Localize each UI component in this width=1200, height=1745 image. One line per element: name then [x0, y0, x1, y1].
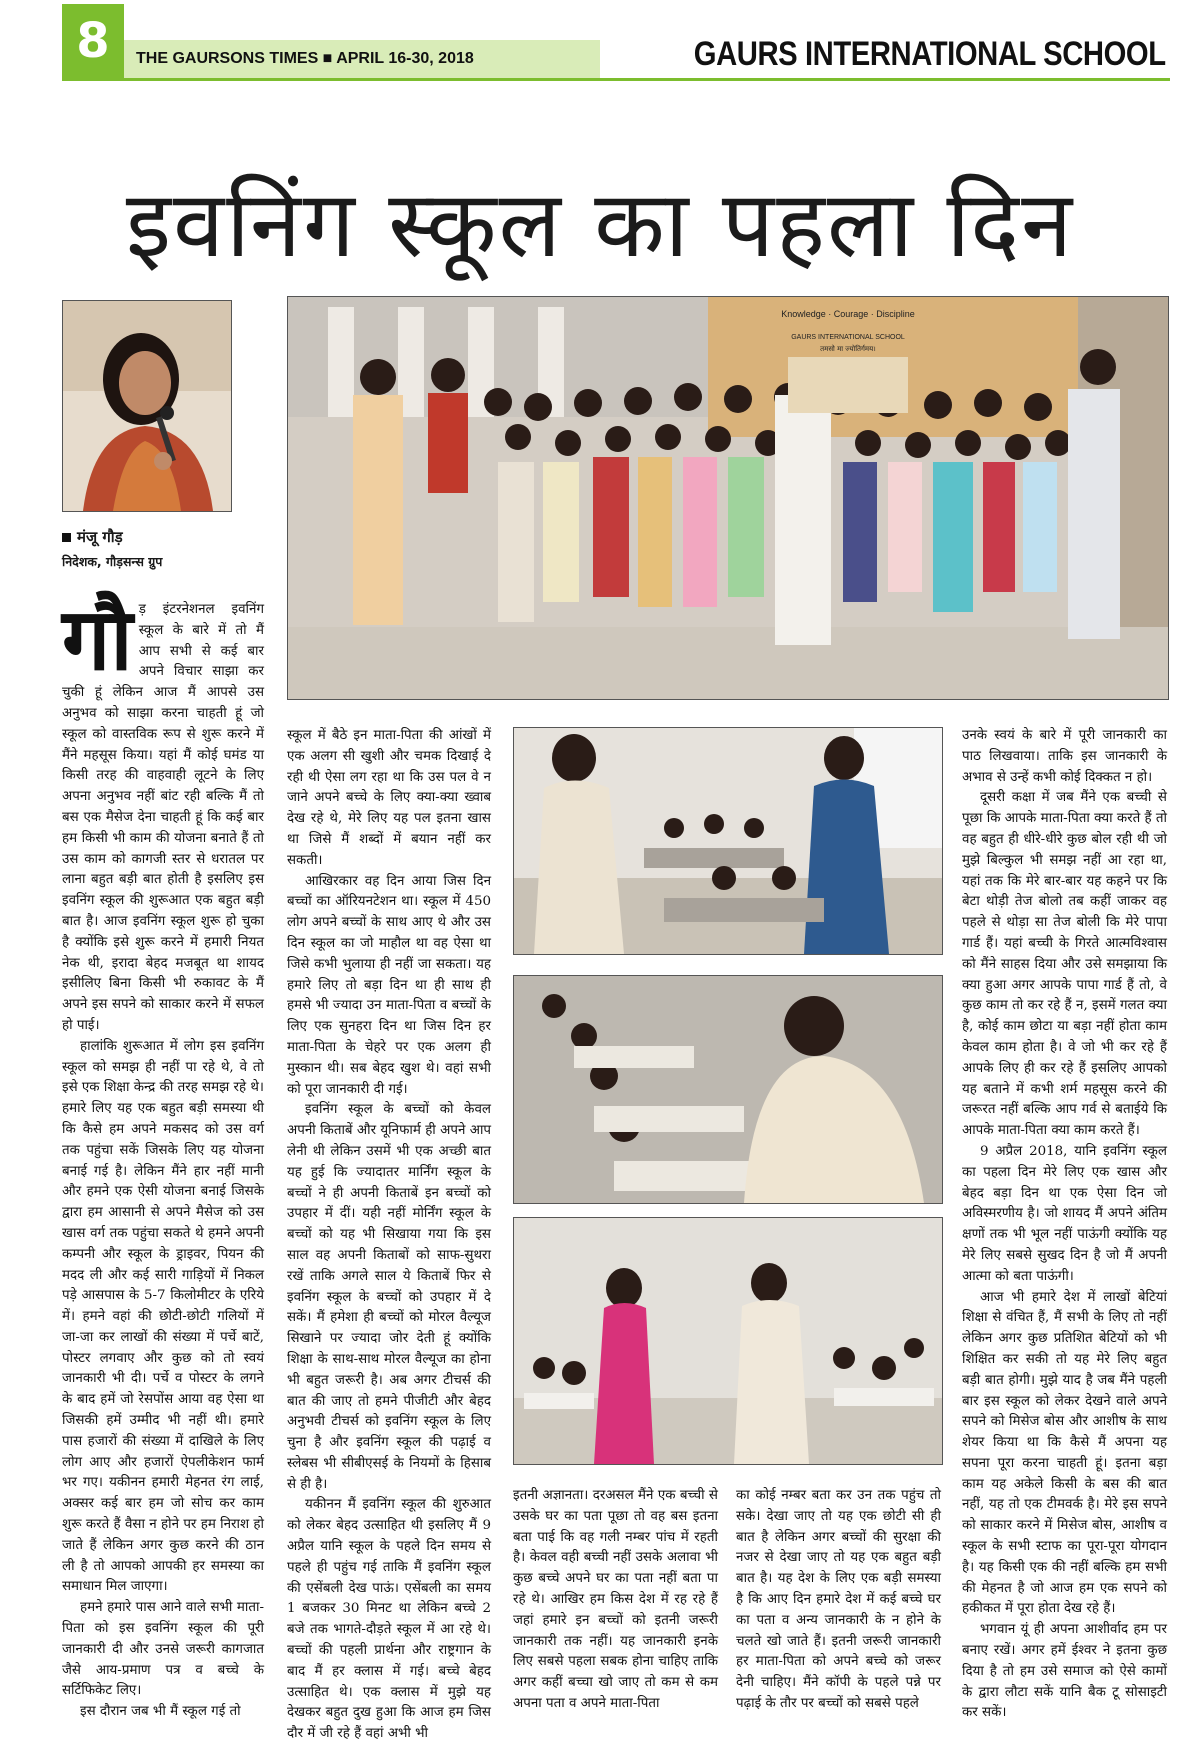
author-name — [62, 527, 123, 547]
author-name-text: मंजू गौड़ — [77, 528, 123, 546]
group-photo-image — [288, 297, 1168, 699]
drop-cap: गौ — [62, 589, 133, 690]
classroom-photo-2 — [513, 975, 943, 1204]
col2-paragraph-2: आखिरकार वह दिन आया जिस दिन बच्चों का ऑरियनटेशन था। स्कूल में 450 लोग अपने बच्चों के साथ आए थे और उस दिन स्कूल का जो माहौल था वह ऐसा था जिसे कभी भुलाया ही नहीं जा सकता। यह हमारे लिए तो बड़ा दिन था ही साथ ही हमसे भी ज्यादा उन माता-पिता व बच्चों के लिए एक सुनहरा दिन था जिस दिन हर माता-पिता के चेहरे पर एक अलग ही मुस्कान थी। सब बेहद खुश थे। वहां सभी को पूरा जानकारी दी गई। — [287, 873, 491, 1097]
article-column-3 — [513, 1486, 718, 1718]
author-title: निदेशक, गौड़सन्स ग्रुप — [62, 554, 163, 569]
col1-paragraph-4: इस दौरान जब भी मैं स्कूल गई तो — [80, 1704, 241, 1720]
article-column-2 — [287, 726, 491, 1742]
portrait-image — [63, 301, 231, 511]
classroom-photo-3 — [513, 1217, 943, 1465]
col1-paragraph-2: हालांकि शुरूआत में लोग इस इवनिंग स्कूल को समझ ही नहीं पा रहे थे, वे तो इसे एक शिक्षा केन्द्र की तरह समझ रहे थे। हमारे लिए यह एक बहुत बड़ी समस्या थी कि कैसे हम अपने मकसद को उस वर्ग तक पहुंचा सकें जिसके लिए यह योजना बनाई गई है। लेकिन मैंने हार नहीं मानी और हमने एक ऐसी योजना बनाई जिसके द्वारा हम आसानी से अपने मैसेज को उस खास वर्ग तक पहुंचा सकते थे हमने अपनी कम्पनी और स्कूल के ड्राइवर, पियन की मदद ली और कई सारी गाड़ियों में निकल पड़े आसपास के 5-7 किलोमीटर के एरिये में। हमने वहां की छोटी-छोटी गलियों में जा-जा कर लाखों की संख्या में पर्चे बाटें, पोस्टर लगवाए और कुछ को तो स्वयं जानकारी भी दी। पर्चे व पोस्टर के लगने के बाद हमें जो रेसपोंस आया वह ऐसा था जिसकी हमें उम्मीद भी नहीं थी। हमारे पास हजारों की संख्या में दाखिले के लिए लोग आए और हजारों ऐपलीकेशन फार्म भर गए। यकीनन हमारी मेहनत रंग लाई, अक्सर कई बार हम जो सोच कर काम शुरू करते हैं वैसा न होने पर हम निराश हो जाते हैं लेकिन अगर कुछ करने की ठान ली है तो आपको आपकी हर समस्या का समाधान मिल जाएगा। — [62, 1038, 264, 1595]
wall-school-name: GAURS INTERNATIONAL SCHOOL — [791, 334, 905, 341]
article-column-1 — [62, 589, 264, 1720]
classroom-photo-1-image — [514, 728, 942, 954]
col2-paragraph-1: स्कूल में बैठे इन माता-पिता की आंखों में एक अलग सी खुशी और चमक दिखाई दे रही थी ऐसा लग रहा था कि उस पल वे न जाने अपने बच्चे के लिए क्या-क्या ख्वाब देख रहे थे, मेरे लिए यह पल इतना खास था जिसे मैं शब्दों में बयान नहीं कर सकती। — [287, 728, 491, 868]
col5-paragraph-5: भगवान यूं ही अपना आशीर्वाद हम पर बनाए रखें। अगर हमें ईश्वर ने इतना कुछ दिया है तो हम उसे समाज को ऐसे कामों के द्वारा लौटा सकें यानि बैक टू सोसाइटी कर सकें। — [962, 1622, 1167, 1721]
running-title: THE GAURSONS TIMES ■ APRIL 16-30, 2018 — [124, 40, 600, 78]
col5-paragraph-1: उनके स्वयं के बारे में पूरी जानकारी का पाठ लिखवाया। ताकि इस जानकारी के अभाव से उन्हें कभी कोई दिक्कत न हो। — [962, 728, 1167, 785]
headline: इवनिंग स्कूल का पहला दिन — [125, 171, 1075, 278]
author-portrait — [62, 300, 232, 512]
wall-motto: Knowledge · Courage · Discipline — [781, 309, 915, 319]
header-rule — [62, 78, 1170, 81]
wall-tagline: तमसो मा ज्योतिर्गमय। — [820, 345, 876, 353]
col4-paragraph-1: का कोई नम्बर बता कर उन तक पहुंच तो सके। देखा जाए तो यह एक छोटी सी ही बात है लेकिन अगर बच्चों की सुरक्षा की नजर से देखा जाए तो यह एक बहुत बड़ी बात है। यह देश के लिए एक बड़ी समस्या है कि आए दिन हमारे देश में कई बच्चे घर का पता व अन्य जानकारी के न होने के चलते खो जाते हैं। इतनी जरूरी जानकारी हर माता-पिता को अपने बच्चे को जरूर देनी चाहिए। मैंने कॉपी के पहले पन्ने पर पढ़ाई के तौर पर बच्चों को सबसे पहले — [736, 1488, 941, 1711]
square-bullet-icon — [62, 533, 71, 542]
col1-paragraph-1: ड़ इंटरनेशनल इवनिंग स्कूल के बारे में तो मैं आप सभी से कई बार अपने विचार साझा कर चुकी हूं लेकिन आज मैं आपसे उस अनुभव को साझा करना चाहती हूं जो स्कूल को वास्तविक रूप से शुरू करने में मैंने महसूस किया। यहां मैं कोई घमंड या किसी तरह की वाहवाही लूटने के लिए अपना अनुभव नहीं बांट रही बल्कि मैं तो बस एक मैसेज देना चाहती हूं कि कई बार हम किसी भी काम की योजना बनाते हैं तो उस काम को कागजी स्तर से धरातल पर लाना बहुत बड़ी बात होती है इसलिए इस इवनिंग स्कूल की शुरूआत एक बहुत बड़ी बात है। आज इवनिंग स्कूल शुरू हो चुका है क्योंकि इसे शुरू करने में हमारी नियत नेक थी, इरादा बेहद मजबूत था शायद इसीलिए बिना किसी भी रुकावट के मैं अपने इस सपने को साकार करने में सफल हो पाई। — [62, 602, 264, 1033]
section-title: GAURS INTERNATIONAL SCHOOL — [694, 35, 1166, 73]
page-number: 8 — [62, 4, 124, 78]
col3-paragraph-1: इतनी अज्ञानता। दरअसल मैंने एक बच्ची से उसके घर का पता पूछा तो वह बस इतना बता पाई कि वह गली नम्बर पांच में रहती है। केवल वही बच्ची नहीं उसके अलावा भी कुछ बच्चे अपने घर का पता नहीं बता पा रहे थे। आखिर हम किस देश में रह रहे हैं जहां हमारे इन बच्चों को इतनी जरूरी जानकारी तक नहीं। यह जानकारी इनके लिए सबसे पहला सबक होना चाहिए ताकि अगर कहीं बच्चा खो जाए तो कम से कम अपना पता व अपने माता-पिता — [513, 1488, 718, 1711]
col2-paragraph-3: इवनिंग स्कूल के बच्चों को केवल अपनी किताबें और यूनिफार्म ही अपने आप लेनी थी लेकिन उसमें भी एक अच्छी बात यह हुई कि ज्यादातर मार्निंग स्कूल के बच्चों ने ही अपनी किताबें इन बच्चों को उपहार में दीं। यही नहीं मोर्निंग स्कूल के बच्चों को यह भी सिखाया गया कि इस साल वह अपनी किताबों को साफ-सुथरा रखें ताकि अगले साल ये किताबें फिर से इवनिंग स्कूल के बच्चों को उपहार में दे सकें। मैं हमेशा ही बच्चों को मोरल वैल्यूज सिखाने पर ज्यादा जोर देती हूं क्योंकि शिक्षा के साथ-साथ मोरल वैल्यूज का होना भी बहुत जरूरी है। अब अगर टीचर्स की बात की जाए तो हमने पीजीटी और बेहद अनुभवी टीचर्स को इवनिंग स्कूल के लिए चुना है और इवनिंग स्कूल की पढ़ाई व स्लेबस भी सीबीएसई के नियमों के हिसाब से ही है। — [287, 1102, 491, 1492]
classroom-photo-1 — [513, 727, 943, 955]
col5-paragraph-4: आज भी हमारे देश में लाखों बेटियां शिक्षा से वंचित हैं, मैं सभी के लिए तो नहीं लेकिन अगर कुछ प्रतिशित बेटियों को भी शिक्षित कर सकी तो यह मेरे लिए बहुत बड़ी बात होगी। मुझे याद है जब मैंने पहली बार इस स्कूल को लेकर देखने वाले अपने सपने को मिसेज बोस और आशीष के साथ शेयर किया था कि कैसे मैं अपना यह सपना पूरा करना चाहती हूं। इतना बड़ा काम यह अकेले किसी के बस की बात नहीं, यह तो एक टीमवर्क है। मेरे इस सपने को साकार करने में मिसेज बोस, आशीष व स्कूल के सभी स्टाफ का पूरा-पूरा योगदान है। यह किसी एक की नहीं बल्कि हम सभी की मेहनत है जो आज हम एक सपने को हकीकत में पूरा होता देख रहे हैं। — [962, 1289, 1167, 1617]
classroom-photo-3-image — [514, 1218, 942, 1464]
classroom-photo-2-image — [514, 976, 942, 1203]
col5-paragraph-3: 9 अप्रैल 2018, यानि इवनिंग स्कूल का पहला दिन मेरे लिए एक खास और बेहद बड़ा दिन था एक ऐसा दिन जो अविस्मरणीय है। जो शायद मैं अपने अंतिम क्षणों तक भी भूल नहीं पाऊंगी क्योंकि यह मेरे लिए सबसे सुखद दिन है जो मैं अपनी आत्मा को बता पाऊंगी। — [962, 1143, 1167, 1284]
article-column-5 — [962, 726, 1167, 1721]
col1-paragraph-3: हमने हमारे पास आने वाले सभी माता-पिता को इस इवनिंग स्कूल की पूरी जानकारी दी और उनसे जरूरी कागजात जैसे आय-प्रमाण पत्र व बच्चे के सर्टिफिकेट लिए। — [62, 1600, 264, 1699]
group-photo — [287, 296, 1169, 700]
article-column-4 — [736, 1486, 941, 1718]
col5-paragraph-2: दूसरी कक्षा में जब मैंने एक बच्ची से पूछा कि आपके माता-पिता क्या करते हैं तो वह बहुत ही धीरे-धीरे कुछ बोल रही थी जो मुझे बिल्कुल भी समझ नहीं आ रहा था, यहां तक कि मेरे बार-बार यह कहने पर कि बेटा थोड़ी तेज बोलो तब कहीं जाकर वह पहले से थोड़ा सा तेज बोली कि मेरे पापा गार्ड हैं। यहां बच्ची के गिरते आत्मविश्वास को मैंने साहस दिया और उसे समझाया कि क्या हुआ अगर आपके पापा गार्ड हैं तो, वे कुछ काम तो कर रहे हैं न, इसमें गलत क्या है, कोई काम छोटा या बड़ा नहीं होता काम केवल काम होता है। वे जो भी कर रहे हैं आपके लिए ही कर रहे हैं इसलिए आपको यह बताने में कभी शर्म महसूस करने की जरूरत नहीं बल्कि आप गर्व से बताईये कि आपके माता-पिता क्या काम करते हैं। — [962, 790, 1167, 1139]
col2-paragraph-4: यकीनन मैं इवनिंग स्कूल की शुरुआत को लेकर बेहद उत्साहित थी इसलिए मैं 9 अप्रैल यानि स्कूल के पहले दिन समय से पहले ही पहुंच गई ताकि मैं इवनिंग स्कूल की एसेंबली देख पाऊं। एसेंबली का समय 1 बजकर 30 मिनट था लेकिन बच्चे 2 बजे तक भागते-दौड़ते स्कूल में आ रहे थे। बच्चों की पहली प्रार्थना और राष्ट्रगान के बाद मैं हर क्लास में गई। बच्चे बेहद उत्साहित थे। एक क्लास में मुझे यह देखकर बहुत दुख हुआ कि आज हम जिस दौर में जी रहे हैं वहां अभी भी — [287, 1497, 491, 1742]
